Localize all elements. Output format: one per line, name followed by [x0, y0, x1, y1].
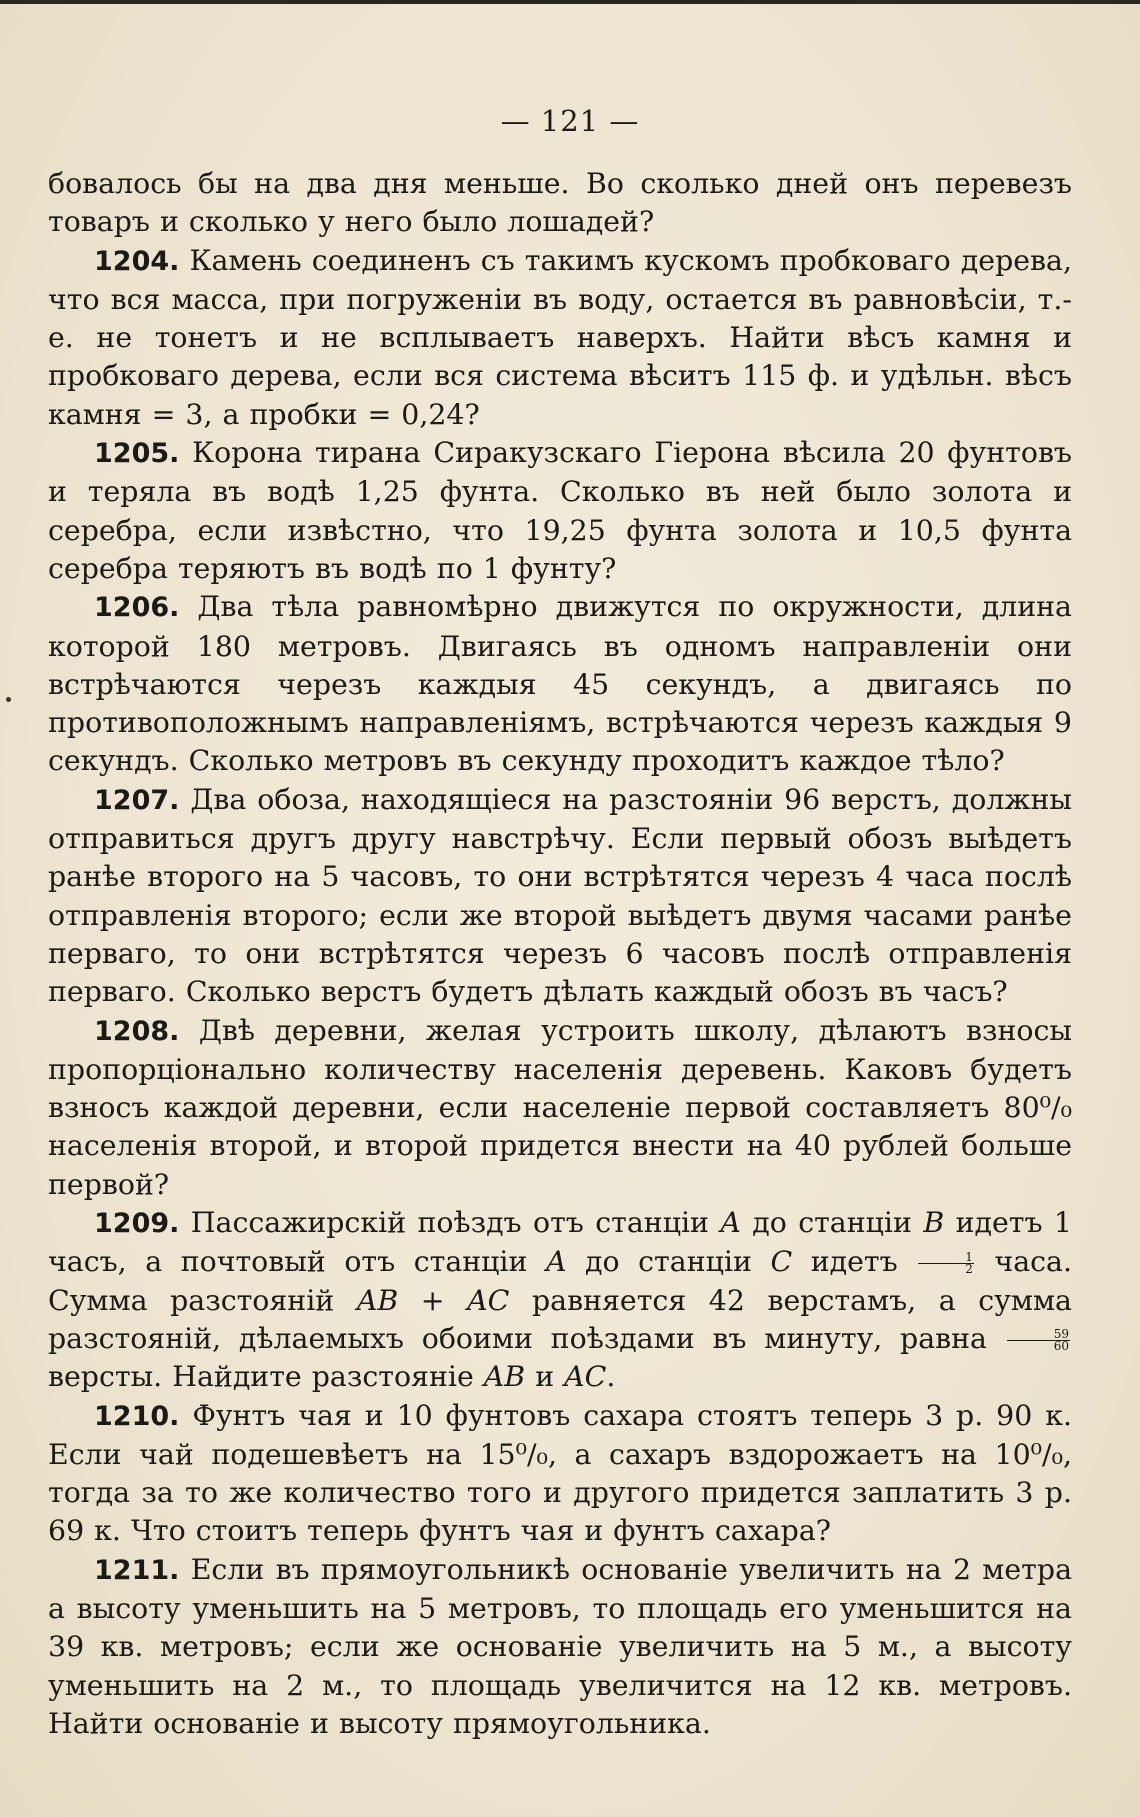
math-symbol: AC — [564, 1360, 607, 1394]
problem-text-part: часа. Сумма разстояній — [48, 1245, 1072, 1317]
problem-text-part: до станціи — [585, 1245, 752, 1279]
problem-text-part: равняется 42 верстамъ, а сумма разстояній, дѣлаемыхъ обоими поѣздами въ минуту, равна — [48, 1283, 1072, 1355]
problem-text-part: идетъ 1 часъ, а почтовый отъ станціи — [48, 1206, 1072, 1279]
margin-mark — [6, 697, 11, 702]
page-body — [48, 165, 1072, 1743]
problem-text-part: версты. Найдите разстояніе — [48, 1360, 474, 1394]
fraction-denominator: 60 — [1053, 1338, 1069, 1353]
problem-number: 1210. — [94, 1400, 180, 1432]
problem-text: Два тѣла равномѣрно движутся по окружности, длина которой 180 метровъ. Двигаясь въ одномъ направленіи они встрѣчаются черезъ каждыя 45 секундъ, а двигаясь по противоположнымъ направленіямъ, встрѣчаются черезъ каждыя 9 секундъ. Сколько метровъ въ секунду проходитъ каждое тѣло? — [48, 590, 1072, 778]
fraction-numerator: 59 — [1007, 1329, 1070, 1341]
problem-text-part: и — [535, 1360, 555, 1394]
problem-text: Корона тирана Сиракузскаго Гіерона вѣсила 20 фунтовъ и теряла въ водѣ 1,25 фунта. Сколько въ ней было золота и серебра, если извѣстно, что 19,25 фунта золота и 10,5 фунта серебра теряютъ въ водѣ по 1 фунту? — [48, 436, 1072, 585]
problem-number: 1205. — [94, 438, 180, 470]
fraction-numerator: 1 — [918, 1252, 974, 1264]
problem-text-part: Пассажирскій поѣздъ отъ станціи — [190, 1206, 709, 1240]
problem-text: Камень соединенъ съ такимъ кускомъ пробковаго дерева, что вся масса, при погруженіи въ воду, остается въ равновѣсіи, т.-е. не тонетъ и не всплываетъ наверхъ. Найти вѣсъ камня и пробковаго дерева, если вся система вѣситъ 115 ф. и удѣльн. вѣсъ камня = 3, а пробки = 0,24? — [48, 243, 1072, 431]
problem-1209 — [48, 1204, 1072, 1396]
page-number: — 121 — — [500, 104, 640, 138]
problem-1204 — [48, 242, 1072, 434]
page-top-edge — [0, 0, 1140, 4]
problem-text-part: . — [606, 1360, 616, 1394]
problem-number: 1204. — [94, 245, 180, 277]
fraction-59-60 — [1007, 1326, 1070, 1353]
math-symbol: A — [720, 1206, 741, 1240]
problem-text: Два обоза, находящіеся на разстояніи 96 верстъ, должны отправиться другъ другу навстрѣчу. Если первый обозъ выѣдетъ ранѣе второго на 5 часовъ, то они встрѣтятся черезъ 4 часа послѣ отправленія второго; если же второй выѣдетъ двумя часами ранѣе перваго, то они встрѣтятся черезъ 6 часовъ послѣ отправленія перваго. Сколько верстъ будетъ дѣлать каждый обозъ въ часъ? — [48, 782, 1072, 1009]
problem-1211 — [48, 1551, 1072, 1743]
math-expression: AB + AC — [356, 1283, 510, 1317]
problem-text-part: идетъ — [810, 1245, 898, 1279]
problem-number: 1211. — [94, 1554, 180, 1586]
problem-1208 — [48, 1012, 1072, 1204]
fraction-denominator: 2 — [965, 1262, 973, 1277]
fraction-half — [918, 1252, 974, 1275]
problem-text: Фунтъ чая и 10 фунтовъ сахара стоятъ теперь 3 р. 90 к. Если чай подешевѣетъ на 15⁰/₀, а сахаръ вздорожаетъ на 10⁰/₀, тогда за то же количество того и другого придется заплатить 3 р. 69 к. Что стоитъ теперь фунтъ чая и фунтъ сахара? — [48, 1398, 1072, 1548]
math-symbol: B — [923, 1206, 945, 1240]
problem-number: 1208. — [94, 1015, 180, 1047]
problem-number: 1209. — [94, 1208, 180, 1240]
problem-1206 — [48, 588, 1072, 780]
problem-text-part: до станціи — [752, 1206, 912, 1240]
problem-text: Двѣ деревни, желая устроить школу, дѣлаютъ взносы пропорціонально количеству населенія деревень. Каковъ будетъ взносъ каждой деревни, если населеніе первой составляетъ 80⁰/₀ населенія второй, и второй придется внести на 40 рублей больше первой? — [48, 1013, 1072, 1201]
problem-number: 1207. — [94, 784, 180, 816]
problem-1207 — [48, 781, 1072, 1012]
problem-text: Если въ прямоугольникѣ основаніе увеличить на 2 метра а высоту уменьшить на 5 метровъ, то площадь его уменьшится на 39 кв. метровъ; если же основаніе увеличить на 5 м., а высоту уменьшить на 2 м., то площадь увеличится на 12 кв. метровъ. Найти основаніе и высоту прямоугольника. — [48, 1552, 1072, 1740]
problem-1210 — [48, 1397, 1072, 1551]
problem-number: 1206. — [94, 592, 180, 624]
problem-1205 — [48, 434, 1072, 588]
math-symbol: AB — [483, 1360, 526, 1394]
math-symbol: A — [545, 1245, 567, 1279]
intro-paragraph: бовалось бы на два дня меньше. Во сколько дней онъ перевезъ товаръ и сколько у него было лошадей? — [48, 167, 1072, 239]
math-symbol: C — [770, 1245, 793, 1279]
